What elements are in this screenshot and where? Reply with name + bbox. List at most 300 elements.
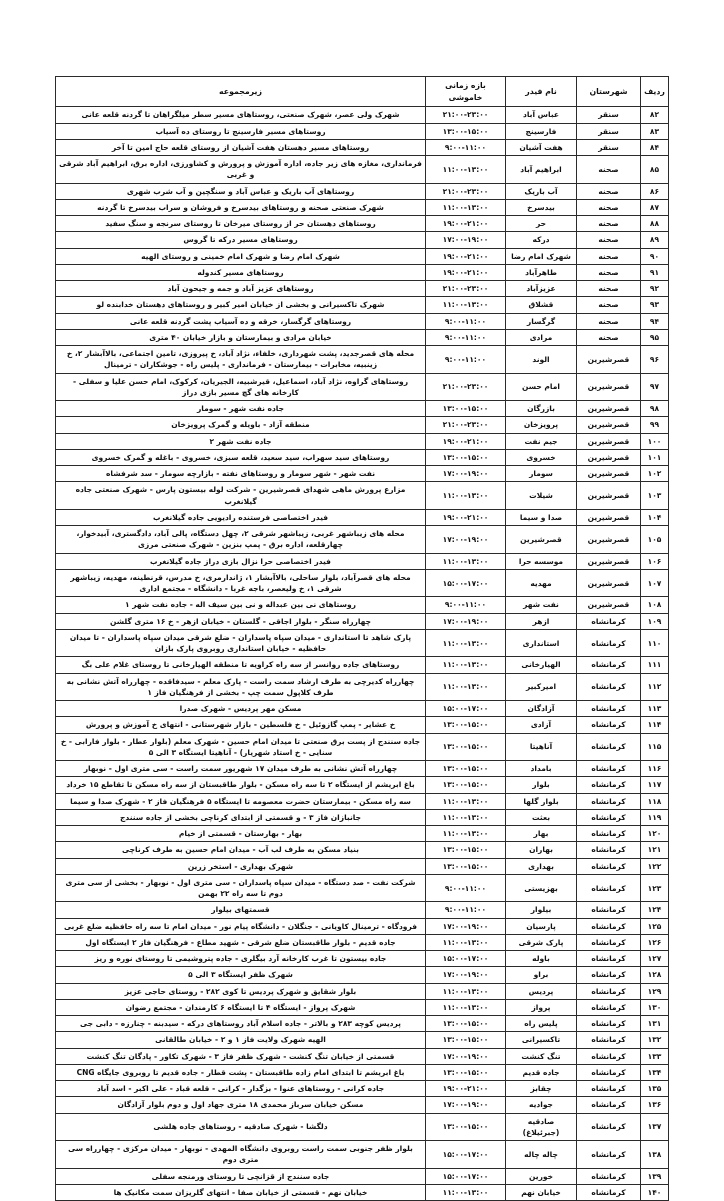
- table-row: [56, 613, 669, 629]
- row-number-cell: ۱۰۰: [641, 433, 669, 449]
- feeder-cell: مرادی: [506, 329, 577, 345]
- table-row: [56, 264, 669, 280]
- time-cell: ۹:۰۰-۱۱:۰۰: [426, 902, 506, 918]
- area-cell: شهرک ظفر ایستگاه ۳ الی ۵: [56, 967, 426, 983]
- area-cell: شهرک پرواز - ایستگاه ۴ تا ایستگاه ۶ کارمندان - مجتمع رضوان: [56, 999, 426, 1015]
- table-row: [56, 107, 669, 123]
- time-cell: ۱۱:۰۰-۱۳:۰۰: [426, 983, 506, 999]
- row-number-cell: ۱۳۵: [641, 1081, 669, 1097]
- area-cell: دلگشا - شهرک صادقیه - روستاهای جاده هلشی: [56, 1113, 426, 1141]
- feeder-cell: بامداد: [506, 761, 577, 777]
- column-header-county: شهرستان: [577, 77, 641, 107]
- row-number-cell: ۱۰۱: [641, 449, 669, 465]
- table-row: [56, 297, 669, 313]
- row-number-cell: ۱۳۱: [641, 1016, 669, 1032]
- table-row: [56, 701, 669, 717]
- area-cell: خ عشایر - پمپ گازوئیل - خ فلسطین - بازار شهرستانی - انتهای خ آموزش و پرورش: [56, 717, 426, 733]
- county-cell: کرمانشاه: [577, 717, 641, 733]
- table-row: [56, 629, 669, 657]
- county-cell: کرمانشاه: [577, 1081, 641, 1097]
- county-cell: کرمانشاه: [577, 733, 641, 761]
- feeder-cell: ازهر: [506, 613, 577, 629]
- county-cell: صحنه: [577, 313, 641, 329]
- area-cell: بهار - بهارستان - قسمتی از خیام: [56, 826, 426, 842]
- time-cell: ۲۱:۰۰-۲۳:۰۰: [426, 107, 506, 123]
- feeder-cell: بهار: [506, 826, 577, 842]
- row-number-cell: ۱۱۸: [641, 793, 669, 809]
- area-cell: شهرک تاکسیرانی و بخشی از خیابان امیر کبیر و روستاهای دهستان خدابنده لو: [56, 297, 426, 313]
- county-cell: کرمانشاه: [577, 673, 641, 701]
- county-cell: سنقر: [577, 107, 641, 123]
- feeder-cell: خورین: [506, 1168, 577, 1184]
- area-cell: منطقه آزاد - باویله و گمرک پرویزخان: [56, 417, 426, 433]
- area-cell: محله های قصرآباد، بلوار ساحلی، بالاآبشار ۱، ژاندارمری، خ مدرس، قرنطینه، مهدیه، زیباشهر شرقی ۱، خ ولیعصر، باجه غربا - دانشگاه - مجتمع اداری: [56, 569, 426, 597]
- feeder-cell: بلوار گلها: [506, 793, 577, 809]
- area-cell: روستاهای نی بین عبداله و نی بین سیف اله - جاده نفت شهر ۱: [56, 597, 426, 613]
- area-cell: سه راه مسکن - بیمارستان حضرت معصومه تا ایستگاه ۵ فرهنگیان فاز ۲ - شهرک صدا و سیما: [56, 793, 426, 809]
- time-cell: ۱۱:۰۰-۱۳:۰۰: [426, 934, 506, 950]
- row-number-cell: ۹۸: [641, 401, 669, 417]
- area-cell: روستاهای گراوه، نژاد آباد، اسماعیل، قیرشبیه، الجیریان، کرکوک، امام حسن علیا و سفلی - کارخانه های گچ مسیر بازی دراز: [56, 373, 426, 401]
- feeder-cell: آزادگان: [506, 701, 577, 717]
- time-cell: ۱۳:۰۰-۱۵:۰۰: [426, 1032, 506, 1048]
- area-cell: جاده قدیم - بلوار طاقبستان ضلع شرقی - شهید مطاع - فرهنگیان فاز ۲ ایستگاه اول: [56, 934, 426, 950]
- row-number-cell: ۹۳: [641, 297, 669, 313]
- feeder-cell: آزادی: [506, 717, 577, 733]
- area-cell: محله های زیباشهر غربی، زیباشهر شرقی ۲، چهل دستگاه، پالی آباد، دادگستری، آبیدخوار، چهارقلعه، اداره برق - پمپ بنزین - شهرک صنعتی مرزی: [56, 526, 426, 554]
- feeder-cell: درکه: [506, 232, 577, 248]
- column-header-feeder: نام فیدر: [506, 77, 577, 107]
- time-cell: ۱۷:۰۰-۱۹:۰۰: [426, 613, 506, 629]
- time-cell: ۱۱:۰۰-۱۳:۰۰: [426, 156, 506, 184]
- header-row: [56, 77, 669, 107]
- time-cell: ۱۱:۰۰-۱۳:۰۰: [426, 482, 506, 510]
- row-number-cell: ۱۱۵: [641, 733, 669, 761]
- time-cell: ۱۱:۰۰-۱۳:۰۰: [426, 999, 506, 1015]
- feeder-cell: پارسیان: [506, 918, 577, 934]
- time-cell: ۱۷:۰۰-۱۹:۰۰: [426, 918, 506, 934]
- row-number-cell: ۱۳۶: [641, 1097, 669, 1113]
- time-cell: ۱۵:۰۰-۱۷:۰۰: [426, 1168, 506, 1184]
- feeder-cell: پرویزخان: [506, 417, 577, 433]
- feeder-cell: عباس آباد: [506, 107, 577, 123]
- county-cell: کرمانشاه: [577, 1064, 641, 1080]
- county-cell: کرمانشاه: [577, 1032, 641, 1048]
- row-number-cell: ۱۰۹: [641, 613, 669, 629]
- table-row: [56, 183, 669, 199]
- row-number-cell: ۱۳۲: [641, 1032, 669, 1048]
- area-cell: روستاهای دهستان حر از روستای میرخان تا روستای سرنجه و سنگ سفید: [56, 216, 426, 232]
- area-cell: روستاهای عزیز آباد و جمه و جیحون آباد: [56, 281, 426, 297]
- feeder-cell: هفت آشیان: [506, 139, 577, 155]
- time-cell: ۱۳:۰۰-۱۵:۰۰: [426, 401, 506, 417]
- row-number-cell: ۸۸: [641, 216, 669, 232]
- area-cell: خیابان نهم - قسمتی از خیابان صفا - انتهای گلریزان سمت مکانیک ها: [56, 1184, 426, 1200]
- area-cell: پارک شاهد تا استانداری - میدان سپاه پاسداران - ضلع شرقی میدان سپاه پاسداران - تا میدان حافظیه - خیابان استانداری روبروی پارک بازان: [56, 629, 426, 657]
- table-row: [56, 717, 669, 733]
- row-number-cell: ۱۳۳: [641, 1048, 669, 1064]
- area-cell: بنیاد مسکن به طرف لب آب - میدان امام حسین به طرف کرناچی: [56, 842, 426, 858]
- table-row: [56, 466, 669, 482]
- row-number-cell: ۸۹: [641, 232, 669, 248]
- area-cell: روستاهای جاده روانسر از سه راه کراویه تا منطقه الهیارخانی تا روستای غلام علی بگ: [56, 657, 426, 673]
- row-number-cell: ۱۲۵: [641, 918, 669, 934]
- row-number-cell: ۱۱۰: [641, 629, 669, 657]
- feeder-cell: جوادیه: [506, 1097, 577, 1113]
- table-row: [56, 199, 669, 215]
- table-row: [56, 1032, 669, 1048]
- feeder-cell: پلیس راه: [506, 1016, 577, 1032]
- area-cell: روستاهای گرگسار، خرقه و ده آسیاب پشت گردنه قلعه عانی: [56, 313, 426, 329]
- time-cell: ۱۳:۰۰-۱۵:۰۰: [426, 842, 506, 858]
- county-cell: کرمانشاه: [577, 613, 641, 629]
- area-cell: چهارراه سنگر - بلوار اجاقی - گلستان - خیابان ازهر - خ ۱۶ متری گلشن: [56, 613, 426, 629]
- county-cell: کرمانشاه: [577, 858, 641, 874]
- county-cell: صحنه: [577, 216, 641, 232]
- time-cell: ۱۵:۰۰-۱۷:۰۰: [426, 701, 506, 717]
- area-cell: شهرک امام رضا و شهرک امام خمینی و روستای الهیه: [56, 248, 426, 264]
- area-cell: روستاهای مسیر درکه تا گروس: [56, 232, 426, 248]
- row-number-cell: ۱۱۷: [641, 777, 669, 793]
- county-cell: کرمانشاه: [577, 777, 641, 793]
- table-row: [56, 902, 669, 918]
- area-cell: جاده بیستون تا غرب کارخانه آرد بیگلری - جاده پتروشیمی تا روستای نوره و ریز: [56, 951, 426, 967]
- time-cell: ۱۷:۰۰-۱۹:۰۰: [426, 1048, 506, 1064]
- row-number-cell: ۱۰۲: [641, 466, 669, 482]
- row-number-cell: ۱۴۰: [641, 1184, 669, 1200]
- row-number-cell: ۹۹: [641, 417, 669, 433]
- feeder-cell: مهدیه: [506, 569, 577, 597]
- feeder-cell: پردیس: [506, 983, 577, 999]
- time-cell: ۱۵:۰۰-۱۷:۰۰: [426, 569, 506, 597]
- time-cell: ۱۱:۰۰-۱۳:۰۰: [426, 793, 506, 809]
- time-cell: ۹:۰۰-۱۱:۰۰: [426, 346, 506, 374]
- feeder-cell: آب باریک: [506, 183, 577, 199]
- row-number-cell: ۱۰۵: [641, 526, 669, 554]
- table-row: [56, 793, 669, 809]
- time-cell: ۲۱:۰۰-۲۳:۰۰: [426, 183, 506, 199]
- time-cell: ۱۷:۰۰-۱۹:۰۰: [426, 967, 506, 983]
- county-cell: کرمانشاه: [577, 1113, 641, 1141]
- county-cell: قصرشیرین: [577, 466, 641, 482]
- table-row: [56, 232, 669, 248]
- feeder-cell: استانداری: [506, 629, 577, 657]
- time-cell: ۹:۰۰-۱۱:۰۰: [426, 874, 506, 902]
- feeder-cell: امیرکبیر: [506, 673, 577, 701]
- area-cell: باغ ابریشم از ایستگاه ۲ تا سه راه مسکن - بلوار طاقبستان از سه راه مسکن تا تقاطع ۱۵ خرداد: [56, 777, 426, 793]
- row-number-cell: ۱۲۷: [641, 951, 669, 967]
- row-number-cell: ۸۵: [641, 156, 669, 184]
- area-cell: باغ ابریشم تا ابتدای امام زاده طاقبستان - پشت قطار - جاده قدیم تا روبروی جایگاه CNG: [56, 1064, 426, 1080]
- feeder-cell: بهاران: [506, 842, 577, 858]
- time-cell: ۹:۰۰-۱۱:۰۰: [426, 139, 506, 155]
- row-number-cell: ۱۲۸: [641, 967, 669, 983]
- feeder-cell: باوله: [506, 951, 577, 967]
- row-number-cell: ۱۲۰: [641, 826, 669, 842]
- table-row: [56, 733, 669, 761]
- table-row: [56, 313, 669, 329]
- table-row: [56, 934, 669, 950]
- time-cell: ۹:۰۰-۱۱:۰۰: [426, 329, 506, 345]
- column-header-subset: زیرمجموعه: [56, 77, 426, 107]
- area-cell: فیدر اختصاصی حرا نزال بازی دراز جاده گیلانغرب: [56, 553, 426, 569]
- county-cell: کرمانشاه: [577, 1097, 641, 1113]
- table-row: [56, 123, 669, 139]
- feeder-cell: بعثت: [506, 809, 577, 825]
- feeder-cell: سومار: [506, 466, 577, 482]
- row-number-cell: ۱۰۳: [641, 482, 669, 510]
- feeder-cell: بیدسرخ: [506, 199, 577, 215]
- table-row: [56, 809, 669, 825]
- row-number-cell: ۱۲۹: [641, 983, 669, 999]
- county-cell: صحنه: [577, 281, 641, 297]
- time-cell: ۱۹:۰۰-۲۱:۰۰: [426, 264, 506, 280]
- feeder-cell: تاکسیرانی: [506, 1032, 577, 1048]
- table-row: [56, 281, 669, 297]
- area-cell: روستاهای سید سهراب، سید سعید، قلعه سبزی، خسروی - باغله و گمرک خسروی: [56, 449, 426, 465]
- table-row: [56, 156, 669, 184]
- area-cell: مسکن مهر پردیس - شهرک صدرا: [56, 701, 426, 717]
- table-row: [56, 433, 669, 449]
- table-row: [56, 1141, 669, 1169]
- feeder-cell: پارک شرقی: [506, 934, 577, 950]
- county-cell: سنقر: [577, 139, 641, 155]
- row-number-cell: ۸۴: [641, 139, 669, 155]
- area-cell: روستاهای آب باریک و عباس آباد و سنگچین و آب شرب شهری: [56, 183, 426, 199]
- column-header-outage-time: بازه زمانی خاموشی: [426, 77, 506, 107]
- table-row: [56, 509, 669, 525]
- county-cell: قصرشیرین: [577, 449, 641, 465]
- time-cell: ۹:۰۰-۱۱:۰۰: [426, 597, 506, 613]
- area-cell: روستاهای مسیر دهستان هفت آشیان از روستای قلعه حاج امین تا آخر: [56, 139, 426, 155]
- county-cell: کرمانشاه: [577, 967, 641, 983]
- area-cell: جاده نفت شهر ۲: [56, 433, 426, 449]
- feeder-cell: بیلوار: [506, 902, 577, 918]
- feeder-cell: موسسه حرا: [506, 553, 577, 569]
- table-row: [56, 1168, 669, 1184]
- county-cell: قصرشیرین: [577, 346, 641, 374]
- feeder-cell: بازرگان: [506, 401, 577, 417]
- table-row: [56, 139, 669, 155]
- area-cell: جاده سنندج از پست برق صنعتی تا میدان امام حسین - شهرک معلم (بلوار عطار - بلوار فارابی - خ سنایی - خ استاد شهریار) - آناهیتا ایستگاه ۳ الی ۵: [56, 733, 426, 761]
- feeder-cell: شیلات: [506, 482, 577, 510]
- area-cell: روستاهای مسیر کندوله: [56, 264, 426, 280]
- area-cell: جاده کرانی - روستاهای عنوا - بزگدار - کرانی - قلعه قباد - علی اکبر - اسد آباد: [56, 1081, 426, 1097]
- time-cell: ۱۷:۰۰-۱۹:۰۰: [426, 1097, 506, 1113]
- feeder-cell: جاده قدیم: [506, 1064, 577, 1080]
- row-number-cell: ۱۰۶: [641, 553, 669, 569]
- time-cell: ۱۱:۰۰-۱۳:۰۰: [426, 1184, 506, 1200]
- table-row: [56, 1184, 669, 1200]
- area-cell: بلوار شقایق و شهرک پردیس تا کوی ۲۸۲ - روستای حاجی عزیز: [56, 983, 426, 999]
- table-row: [56, 918, 669, 934]
- area-cell: محله های قصرجدید، پشت شهرداری، خلفاء، نژاد آباد، خ پیروزی، تامین اجتماعی، بالاآبشار ۲، خ زینبیه، مخابرات - بیمارستان - فرمانداری - پلیس راه - جوشکاران - ترمینال: [56, 346, 426, 374]
- row-number-cell: ۹۶: [641, 346, 669, 374]
- area-cell: قسمتهای بیلوار: [56, 902, 426, 918]
- table-row: [56, 482, 669, 510]
- county-cell: قصرشیرین: [577, 569, 641, 597]
- outage-schedule-table: [55, 76, 669, 1201]
- feeder-cell: امام حسن: [506, 373, 577, 401]
- row-number-cell: ۸۷: [641, 199, 669, 215]
- county-cell: کرمانشاه: [577, 934, 641, 950]
- area-cell: شرکت نفت - صد دستگاه - میدان سپاه پاسداران - سی متری اول - نوبهار - بخشی از سی متری دوم تا سه راه ۲۲ بهمن: [56, 874, 426, 902]
- county-cell: کرمانشاه: [577, 809, 641, 825]
- area-cell: روستاهای مسیر فارسینج تا روستای ده آسیاب: [56, 123, 426, 139]
- time-cell: ۲۱:۰۰-۲۳:۰۰: [426, 417, 506, 433]
- table-row: [56, 401, 669, 417]
- area-cell: جانبازان فاز ۳ - و قسمتی از ابتدای کرناچی بخشی از جاده سنندج: [56, 809, 426, 825]
- time-cell: ۱۱:۰۰-۱۳:۰۰: [426, 657, 506, 673]
- county-cell: صحنه: [577, 297, 641, 313]
- table-row: [56, 1097, 669, 1113]
- table-row: [56, 449, 669, 465]
- feeder-cell: فارسینج: [506, 123, 577, 139]
- area-cell: پردیس کوچه ۲۸۳ و بالاتر - جاده اسلام آباد روستاهای درکه - سیدبنه - چنارزه - دابی جی: [56, 1016, 426, 1032]
- area-cell: شهرک بهداری - استخر زرین: [56, 858, 426, 874]
- time-cell: ۱۳:۰۰-۱۵:۰۰: [426, 123, 506, 139]
- feeder-cell: طاهرآباد: [506, 264, 577, 280]
- time-cell: ۱۳:۰۰-۱۵:۰۰: [426, 1064, 506, 1080]
- time-cell: ۱۹:۰۰-۲۱:۰۰: [426, 509, 506, 525]
- outage-table-body: [56, 107, 669, 1201]
- area-cell: مزارع پرورش ماهی شهدای قصرشیرین - شرکت لوله بیستون پارس - شهرک صنعتی جاده گیلانغرب: [56, 482, 426, 510]
- time-cell: ۱۹:۰۰-۲۱:۰۰: [426, 1081, 506, 1097]
- area-cell: فرودگاه - ترمینال کاویانی - جنگلان - دانشگاه پیام نور - میدان امام تا سه راه حافظیه ضلع غربی: [56, 918, 426, 934]
- time-cell: ۱۵:۰۰-۱۷:۰۰: [426, 951, 506, 967]
- row-number-cell: ۱۳۴: [641, 1064, 669, 1080]
- area-cell: چهارراه آتش نشانی به طرف میدان ۱۷ شهریور سمت راست - سی متری اول - نوبهار: [56, 761, 426, 777]
- table-row: [56, 526, 669, 554]
- time-cell: ۲۱:۰۰-۲۳:۰۰: [426, 281, 506, 297]
- time-cell: ۱۳:۰۰-۱۵:۰۰: [426, 449, 506, 465]
- row-number-cell: ۸۳: [641, 123, 669, 139]
- county-cell: کرمانشاه: [577, 701, 641, 717]
- row-number-cell: ۹۱: [641, 264, 669, 280]
- time-cell: ۱۱:۰۰-۱۳:۰۰: [426, 199, 506, 215]
- feeder-cell: چقابز: [506, 1081, 577, 1097]
- row-number-cell: ۹۵: [641, 329, 669, 345]
- table-row: [56, 417, 669, 433]
- time-cell: ۱۱:۰۰-۱۳:۰۰: [426, 809, 506, 825]
- feeder-cell: قشلاق: [506, 297, 577, 313]
- table-row: [56, 329, 669, 345]
- time-cell: ۱۷:۰۰-۱۹:۰۰: [426, 526, 506, 554]
- table-row: [56, 777, 669, 793]
- time-cell: ۱۳:۰۰-۱۵:۰۰: [426, 761, 506, 777]
- table-row: [56, 248, 669, 264]
- table-row: [56, 673, 669, 701]
- table-row: [56, 569, 669, 597]
- feeder-cell: الوند: [506, 346, 577, 374]
- county-cell: کرمانشاه: [577, 1141, 641, 1169]
- feeder-cell: خیابان نهم: [506, 1184, 577, 1200]
- county-cell: سنقر: [577, 123, 641, 139]
- feeder-cell: خسروی: [506, 449, 577, 465]
- feeder-cell: عزیزآباد: [506, 281, 577, 297]
- county-cell: کرمانشاه: [577, 902, 641, 918]
- row-number-cell: ۸۶: [641, 183, 669, 199]
- table-row: [56, 346, 669, 374]
- time-cell: ۱۳:۰۰-۱۵:۰۰: [426, 858, 506, 874]
- county-cell: صحنه: [577, 199, 641, 215]
- row-number-cell: ۱۰۷: [641, 569, 669, 597]
- row-number-cell: ۱۱۱: [641, 657, 669, 673]
- feeder-cell: بهزیستی: [506, 874, 577, 902]
- time-cell: ۱۱:۰۰-۱۳:۰۰: [426, 673, 506, 701]
- table-row: [56, 216, 669, 232]
- time-cell: ۱۳:۰۰-۱۵:۰۰: [426, 717, 506, 733]
- feeder-cell: گرگسار: [506, 313, 577, 329]
- area-cell: جاده سنندج از قزانچی تا روستای ورمنجه سفلی: [56, 1168, 426, 1184]
- table-row: [56, 874, 669, 902]
- time-cell: ۲۱:۰۰-۲۳:۰۰: [426, 373, 506, 401]
- row-number-cell: ۱۳۷: [641, 1113, 669, 1141]
- time-cell: ۱۳:۰۰-۱۵:۰۰: [426, 733, 506, 761]
- row-number-cell: ۱۰۴: [641, 509, 669, 525]
- county-cell: قصرشیرین: [577, 553, 641, 569]
- feeder-cell: براو: [506, 967, 577, 983]
- row-number-cell: ۱۲۴: [641, 902, 669, 918]
- table-header: [56, 77, 669, 107]
- time-cell: ۱۷:۰۰-۱۹:۰۰: [426, 232, 506, 248]
- table-row: [56, 1064, 669, 1080]
- table-row: [56, 1081, 669, 1097]
- feeder-cell: شهرک امام رضا: [506, 248, 577, 264]
- row-number-cell: ۱۲۶: [641, 934, 669, 950]
- area-cell: فرمانداری، مغازه های زیر جاده، اداره آموزش و پرورش و کشاورزی، اداره برق، ابراهیم آباد شرقی و غربی: [56, 156, 426, 184]
- time-cell: ۱۳:۰۰-۱۵:۰۰: [426, 777, 506, 793]
- time-cell: ۱۵:۰۰-۱۷:۰۰: [426, 1141, 506, 1169]
- time-cell: ۱۷:۰۰-۱۹:۰۰: [426, 466, 506, 482]
- county-cell: کرمانشاه: [577, 983, 641, 999]
- table-row: [56, 1016, 669, 1032]
- feeder-cell: پرواز: [506, 999, 577, 1015]
- time-cell: ۱۳:۰۰-۱۵:۰۰: [426, 1113, 506, 1141]
- county-cell: قصرشیرین: [577, 509, 641, 525]
- feeder-cell: آناهیتا: [506, 733, 577, 761]
- county-cell: کرمانشاه: [577, 918, 641, 934]
- feeder-cell: چاله چاله: [506, 1141, 577, 1169]
- county-cell: کرمانشاه: [577, 874, 641, 902]
- area-cell: چهارراه کدیرچی به طرف ارشاد سمت راست - پارک معلم - سیدفاقده - چهارراه آتش نشانی به طرف کلاپول سمت چپ - بخشی از فرهنگیان فاز ۱: [56, 673, 426, 701]
- row-number-cell: ۱۲۳: [641, 874, 669, 902]
- area-cell: بلوار ظفر جنوبی سمت راست روبروی دانشگاه المهدی - نوبهار - میدان مرکزی - چهارراه سی متری دوم: [56, 1141, 426, 1169]
- row-number-cell: ۱۳۰: [641, 999, 669, 1015]
- time-cell: ۱۱:۰۰-۱۳:۰۰: [426, 826, 506, 842]
- feeder-cell: تنگ کنشت: [506, 1048, 577, 1064]
- row-number-cell: ۹۰: [641, 248, 669, 264]
- row-number-cell: ۱۲۱: [641, 842, 669, 858]
- feeder-cell: ابراهیم آباد: [506, 156, 577, 184]
- feeder-cell: نفت شهر: [506, 597, 577, 613]
- table-row: [56, 761, 669, 777]
- feeder-cell: بهداری: [506, 858, 577, 874]
- feeder-cell: جیم نفت: [506, 433, 577, 449]
- time-cell: ۱۳:۰۰-۱۵:۰۰: [426, 1016, 506, 1032]
- county-cell: کرمانشاه: [577, 657, 641, 673]
- county-cell: صحنه: [577, 232, 641, 248]
- area-cell: جاده نفت شهر - سومار: [56, 401, 426, 417]
- table-row: [56, 858, 669, 874]
- feeder-cell: صدا و سیما: [506, 509, 577, 525]
- area-cell: شهرک صنعتی صحنه و روستاهای بیدسرخ و فروشان و سراب بیدسرخ تا گردنه: [56, 199, 426, 215]
- row-number-cell: ۱۱۳: [641, 701, 669, 717]
- county-cell: کرمانشاه: [577, 1048, 641, 1064]
- table-row: [56, 597, 669, 613]
- row-number-cell: ۱۲۲: [641, 858, 669, 874]
- area-cell: قسمتی از خیابان تنگ کنشت - شهرک ظفر فاز ۳ - شهرک تکاور - پادگان تنگ کنشت: [56, 1048, 426, 1064]
